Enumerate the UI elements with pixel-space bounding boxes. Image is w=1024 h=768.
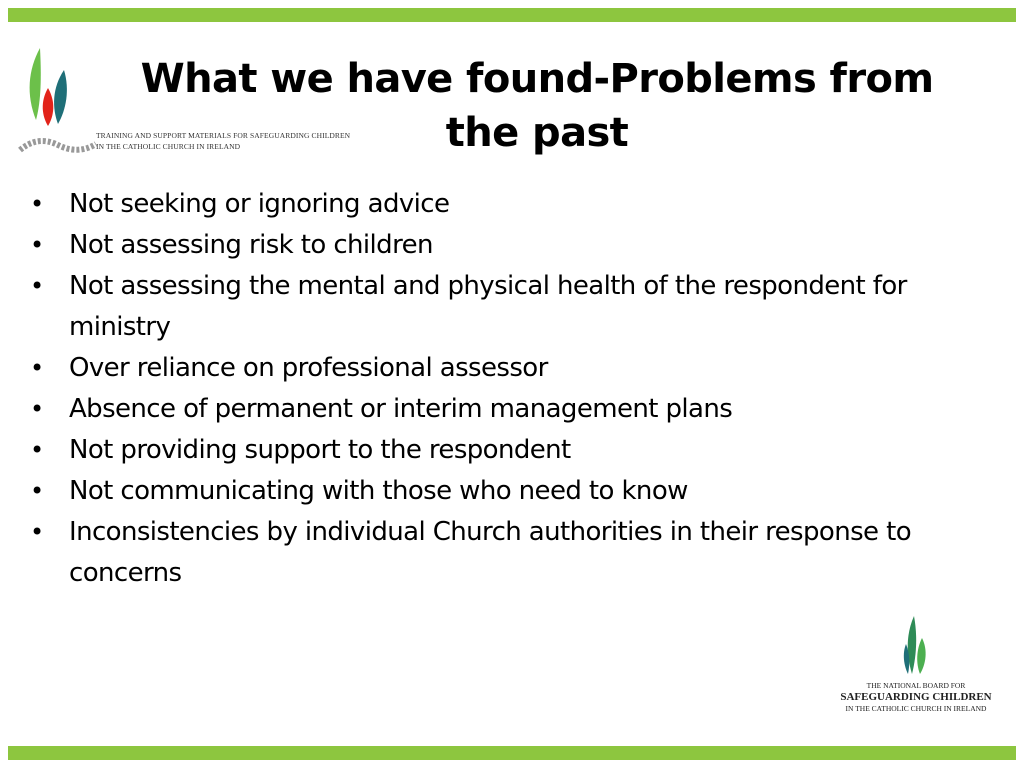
slide-title: What we have found-Problems from the past: [140, 56, 934, 156]
footer-logo: [826, 614, 1006, 724]
bullet-icon: •: [30, 436, 44, 464]
list-item: • Not communicating with those who need to know: [30, 471, 1015, 512]
list-item: • Not assessing the mental and physical health of the respondent for ministry: [30, 266, 1015, 348]
top-accent-bar: [8, 8, 1016, 22]
list-item: • Absence of permanent or interim management plans: [30, 389, 1015, 430]
flame-logo-icon: [18, 40, 98, 160]
tagline-line2: IN THE CATHOLIC CHURCH IN IRELAND: [96, 142, 241, 151]
bullet-icon: •: [30, 190, 44, 218]
bullet-icon: •: [30, 272, 44, 300]
list-item: • Not seeking or ignoring advice: [30, 184, 1015, 225]
bullet-icon: •: [30, 518, 44, 546]
footer-logo-line1: THE NATIONAL BOARD FOR: [866, 681, 966, 690]
list-item: • Not providing support to the respondent: [30, 430, 1015, 471]
bullet-list: [30, 184, 1015, 594]
bottom-accent-bar: [8, 746, 1016, 760]
list-item: • Not assessing risk to children: [30, 225, 1015, 266]
footer-logo-line2: SAFEGUARDING CHILDREN: [840, 691, 992, 703]
footer-logo-line3: IN THE CATHOLIC CHURCH IN IRELAND: [845, 704, 987, 713]
list-item: • Over reliance on professional assessor: [30, 348, 1015, 389]
list-item: • Inconsistencies by individual Church authorities in their response to concerns: [30, 512, 1015, 594]
bullet-icon: •: [30, 354, 44, 382]
flame-logo-icon: [896, 614, 936, 678]
bullet-icon: •: [30, 477, 44, 505]
bullet-icon: •: [30, 395, 44, 423]
tagline-line1: TRAINING AND SUPPORT MATERIALS FOR SAFEGUARDING CHILDREN: [96, 131, 351, 140]
bullet-icon: •: [30, 231, 44, 259]
